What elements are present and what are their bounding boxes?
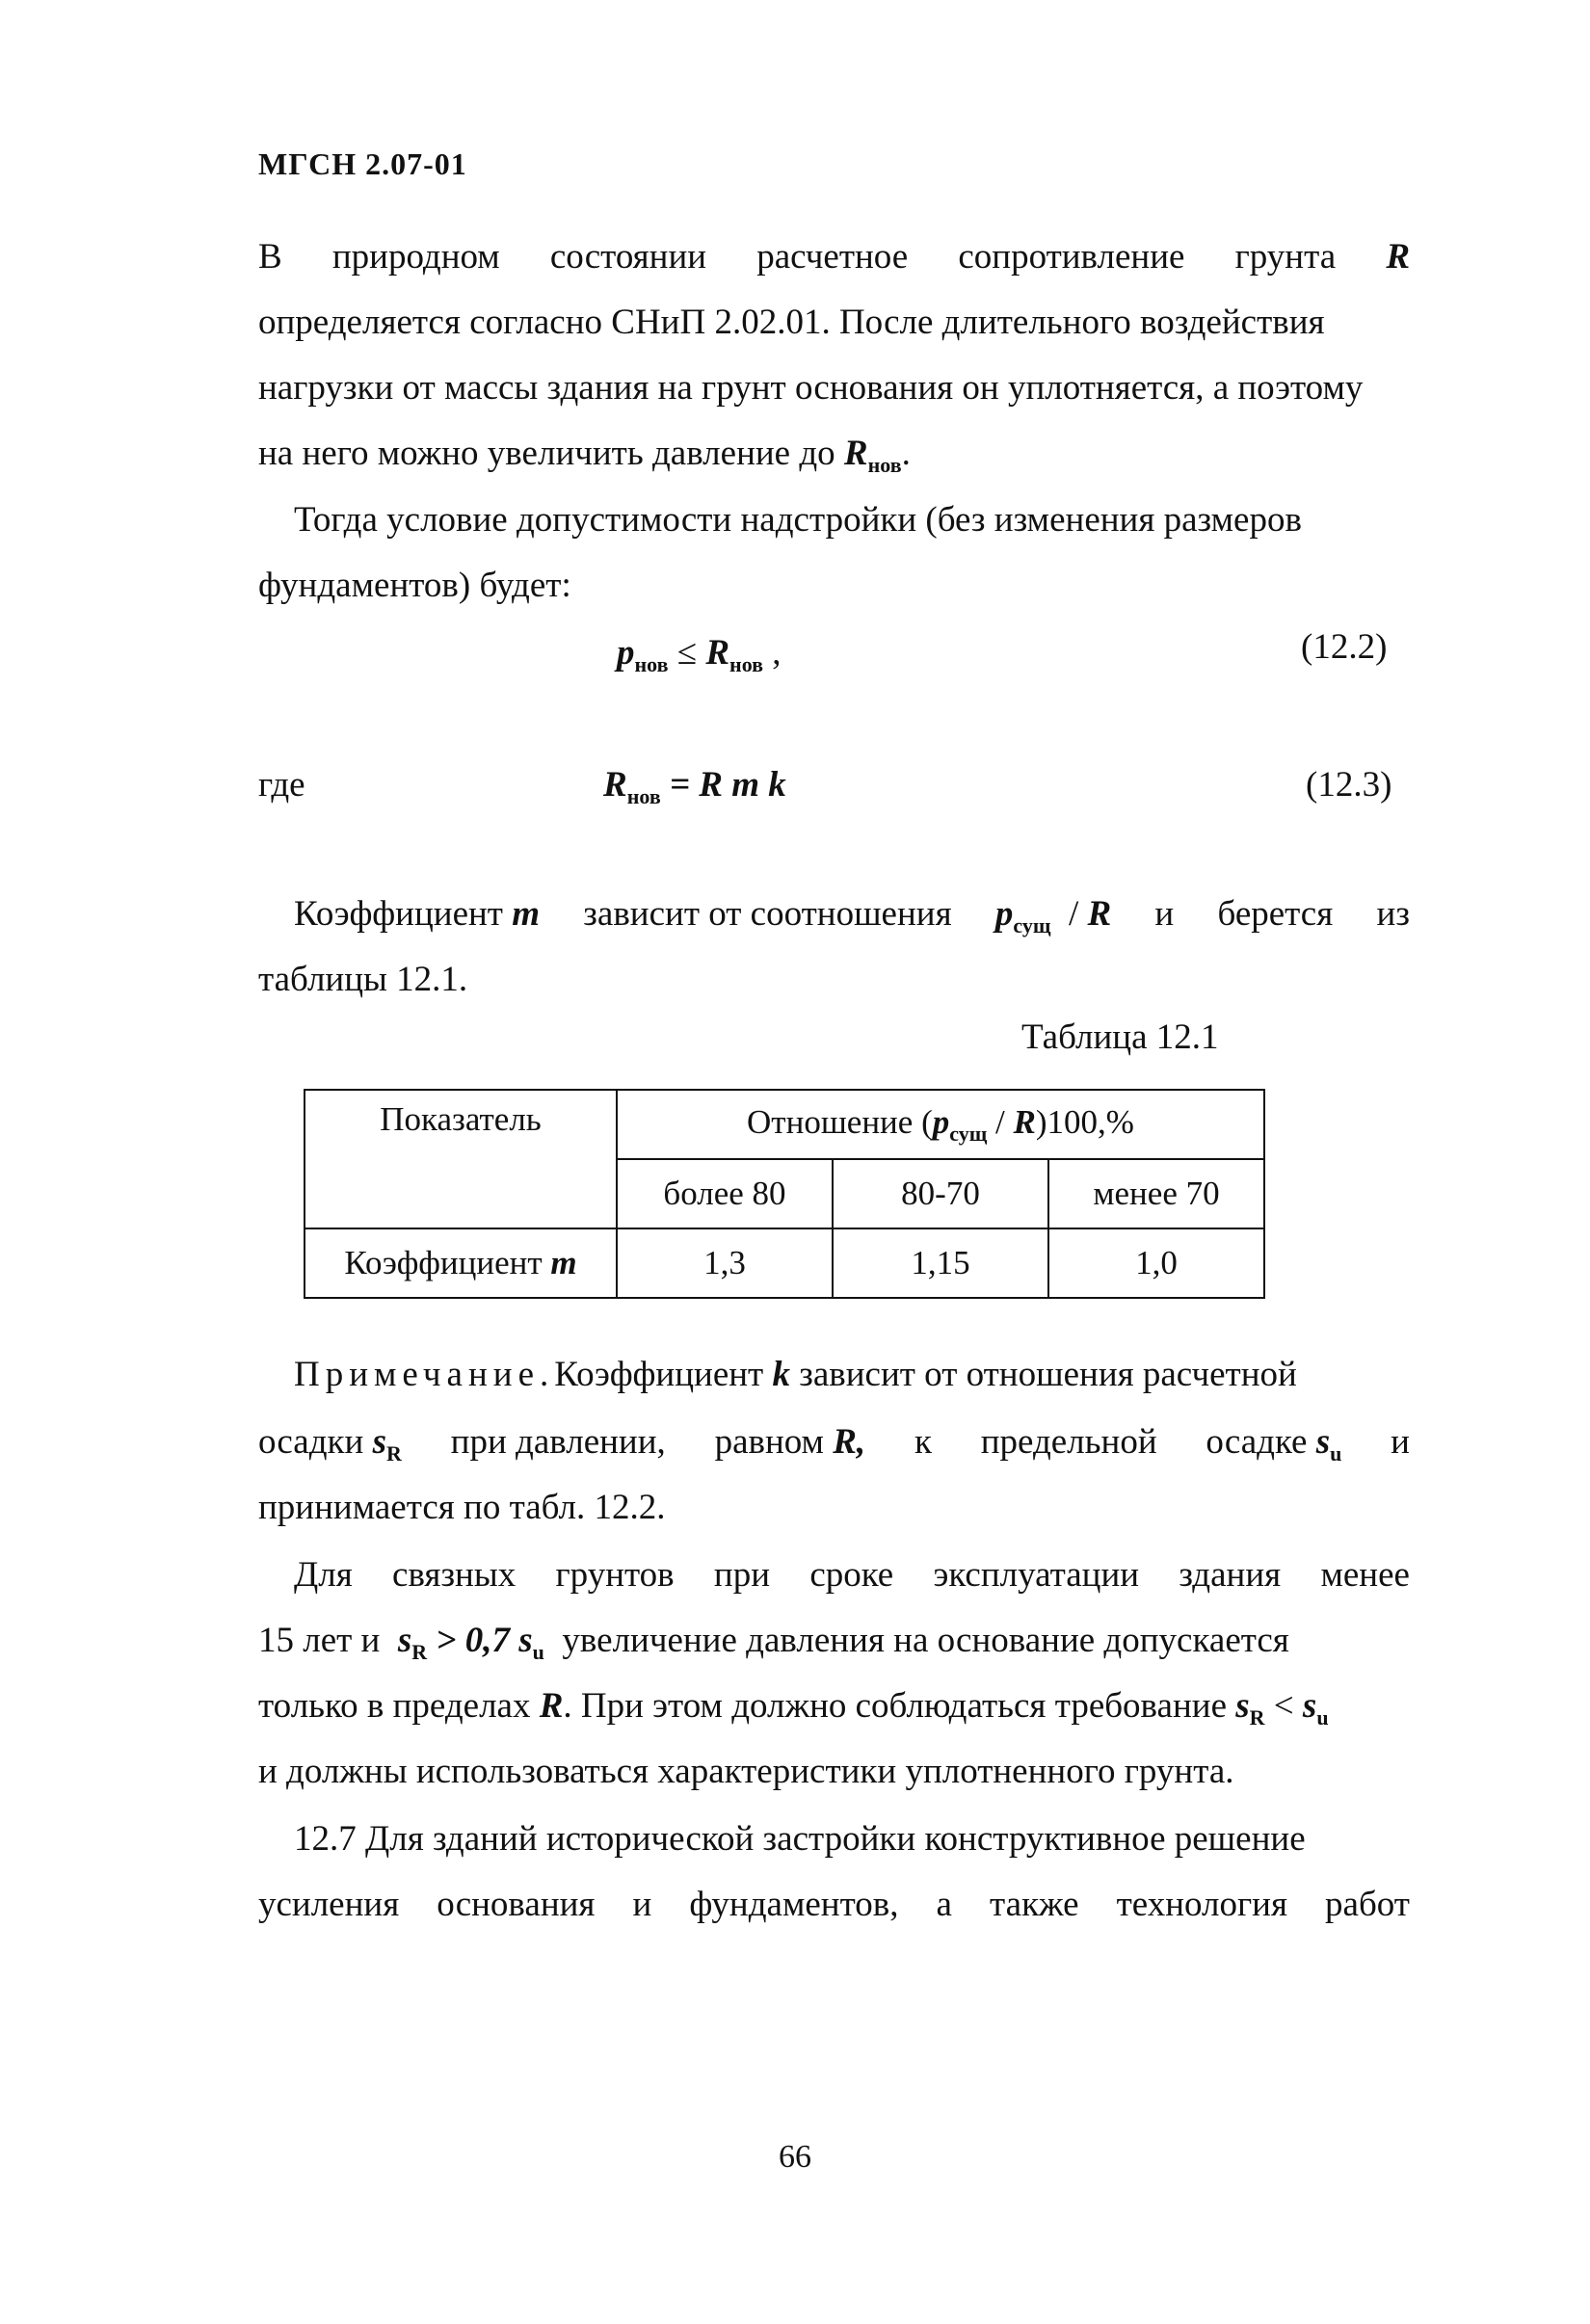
text: увеличение давления на основание допускается <box>562 1621 1289 1660</box>
subscript: u <box>1330 1441 1342 1466</box>
operator: ≤ <box>668 633 706 673</box>
word: из <box>1376 894 1410 934</box>
formula-rhs: = R m k <box>660 765 786 805</box>
period: . <box>901 434 911 473</box>
variable-R: R <box>603 765 627 805</box>
word: технология <box>1116 1885 1287 1924</box>
variable-R: R <box>705 633 730 673</box>
variable-s: s <box>1235 1686 1250 1726</box>
word: сроке <box>809 1555 894 1595</box>
subscript: u <box>1316 1705 1329 1730</box>
paragraph-5-line-1: 12.7 Для зданий исторической застройки конструктивное решение <box>294 1819 1306 1859</box>
word: грунта <box>1234 237 1337 277</box>
variable-R: R, <box>833 1422 866 1462</box>
text: только в пределах <box>258 1686 531 1726</box>
paragraph-4-line-3 <box>258 1685 1329 1730</box>
paragraph-5-line-2 <box>258 1884 1410 1925</box>
note-line-1 <box>294 1354 1297 1395</box>
phrase <box>1206 1421 1341 1466</box>
word: сопротивление <box>958 237 1185 277</box>
variable-m: m <box>550 1244 577 1281</box>
col-header: более 80 <box>617 1159 833 1228</box>
text: Коэффициент <box>344 1244 543 1281</box>
note-line-2 <box>258 1421 1410 1466</box>
paragraph-4-line-2 <box>258 1620 1289 1665</box>
variable-k: k <box>772 1355 790 1394</box>
word: здания <box>1179 1555 1282 1595</box>
word: а <box>936 1885 952 1924</box>
variable-m: m <box>512 894 541 934</box>
table-cell: 1,3 <box>617 1228 833 1298</box>
word: и <box>1154 894 1175 934</box>
word: и <box>632 1885 652 1924</box>
paragraph-2-line-2: фундаментов) будет: <box>258 566 571 605</box>
slash: / <box>987 1102 1014 1141</box>
variable-R: R <box>1087 894 1112 934</box>
word: усиления <box>258 1885 400 1924</box>
word: равном <box>714 1422 824 1462</box>
note-label: Примечание. <box>294 1355 555 1394</box>
phrase <box>258 1421 402 1466</box>
variable-s: s <box>397 1621 412 1660</box>
word: и <box>1391 1422 1410 1462</box>
phrase <box>715 1421 866 1466</box>
variable-s: s <box>1302 1686 1317 1726</box>
phrase: зависит от соотношения <box>583 894 952 934</box>
row-label <box>305 1228 617 1298</box>
subscript: нов <box>634 652 669 676</box>
header-indicator: Показатель <box>305 1090 617 1228</box>
word: грунтов <box>555 1555 675 1595</box>
word: предельной <box>980 1422 1157 1462</box>
text: . При этом должно соблюдаться требование <box>563 1686 1227 1726</box>
subscript: нов <box>626 784 661 808</box>
paragraph-2-line-1: Тогда условие допустимости надстройки (без изменения размеров <box>294 500 1302 540</box>
variable-p: p <box>617 633 635 673</box>
document-header: МГСН 2.07-01 <box>258 146 467 181</box>
comma: , <box>763 633 782 673</box>
word: Коэффициент <box>294 894 503 934</box>
subscript: R <box>411 1640 428 1664</box>
equation-12-2 <box>617 632 782 677</box>
word: Для <box>294 1555 353 1595</box>
paragraph-1-line-1 <box>258 236 1410 277</box>
word: при <box>713 1555 771 1595</box>
paragraph-1-line-2: определяется согласно СНиП 2.02.01. После длительного воздействия <box>258 303 1325 342</box>
col-header: 80-70 <box>833 1159 1048 1228</box>
condition: > 0,7 <box>427 1621 519 1660</box>
slash: / <box>1068 894 1079 934</box>
word: осадки <box>258 1422 364 1462</box>
text: на него можно увеличить давление до <box>258 434 835 473</box>
table-cell: 1,0 <box>1048 1228 1264 1298</box>
where-label: где <box>258 765 305 805</box>
coefficient-table <box>304 1089 1265 1299</box>
variable-p: p <box>994 894 1014 934</box>
variable-p: p <box>932 1102 950 1141</box>
word: фундаментов, <box>689 1885 899 1924</box>
word: связных <box>392 1555 517 1595</box>
table-caption: Таблица 12.1 <box>1021 1017 1219 1057</box>
word: состоянии <box>549 237 707 277</box>
text: )100,% <box>1035 1102 1134 1141</box>
paragraph-4-line-4: и должны использоваться характеристики уплотненного грунта. <box>258 1752 1234 1791</box>
phrase: при давлении, <box>450 1422 666 1462</box>
table-cell: 1,15 <box>833 1228 1048 1298</box>
note-line-3: принимается по табл. 12.2. <box>258 1488 666 1527</box>
word: В <box>258 237 282 277</box>
text: 15 лет и <box>258 1621 381 1660</box>
variable-s: s <box>518 1621 533 1660</box>
paragraph-1-line-3: нагрузки от массы здания на грунт основания он уплотняется, а поэтому <box>258 368 1364 408</box>
word: менее <box>1320 1555 1410 1595</box>
equation-12-3 <box>603 764 786 809</box>
header-ratio <box>617 1090 1264 1159</box>
subscript: R <box>1249 1705 1265 1730</box>
word: природном <box>331 237 500 277</box>
word: основания <box>437 1885 596 1924</box>
word: также <box>990 1885 1079 1924</box>
text: Отношение ( <box>747 1102 933 1141</box>
subscript: сущ <box>1013 913 1051 938</box>
col-header: менее 70 <box>1048 1159 1264 1228</box>
subscript: R <box>385 1441 402 1466</box>
word: к <box>914 1422 932 1462</box>
paragraph-3-line-1 <box>294 893 1410 938</box>
variable-R: R <box>539 1686 564 1726</box>
paragraph-1-line-4 <box>258 433 911 478</box>
subscript: нов <box>867 453 902 477</box>
variable-s: s <box>372 1422 386 1462</box>
equation-number-12-2: (12.2) <box>1301 627 1388 667</box>
word: эксплуатации <box>933 1555 1140 1595</box>
phrase <box>294 893 540 938</box>
word: берется <box>1217 894 1334 934</box>
variable-s: s <box>1315 1422 1331 1462</box>
subscript: сущ <box>949 1121 988 1146</box>
variable-R: R <box>843 434 868 473</box>
equation-number-12-3: (12.3) <box>1306 765 1392 805</box>
word: осадке <box>1206 1422 1308 1462</box>
paragraph-4-line-1 <box>294 1554 1410 1596</box>
text: зависит от отношения расчетной <box>799 1355 1297 1394</box>
variable-R: R <box>1386 237 1410 277</box>
subscript: u <box>532 1640 544 1664</box>
word: расчетное <box>756 237 909 277</box>
variable-R: R <box>1013 1102 1036 1141</box>
ratio <box>995 893 1111 938</box>
paragraph-3-line-2: таблицы 12.1. <box>258 960 468 999</box>
page-number: 66 <box>779 2139 811 2175</box>
word: Коэффициент <box>554 1355 764 1394</box>
word: работ <box>1325 1885 1410 1924</box>
subscript: нов <box>729 652 764 676</box>
operator: < <box>1264 1686 1303 1726</box>
